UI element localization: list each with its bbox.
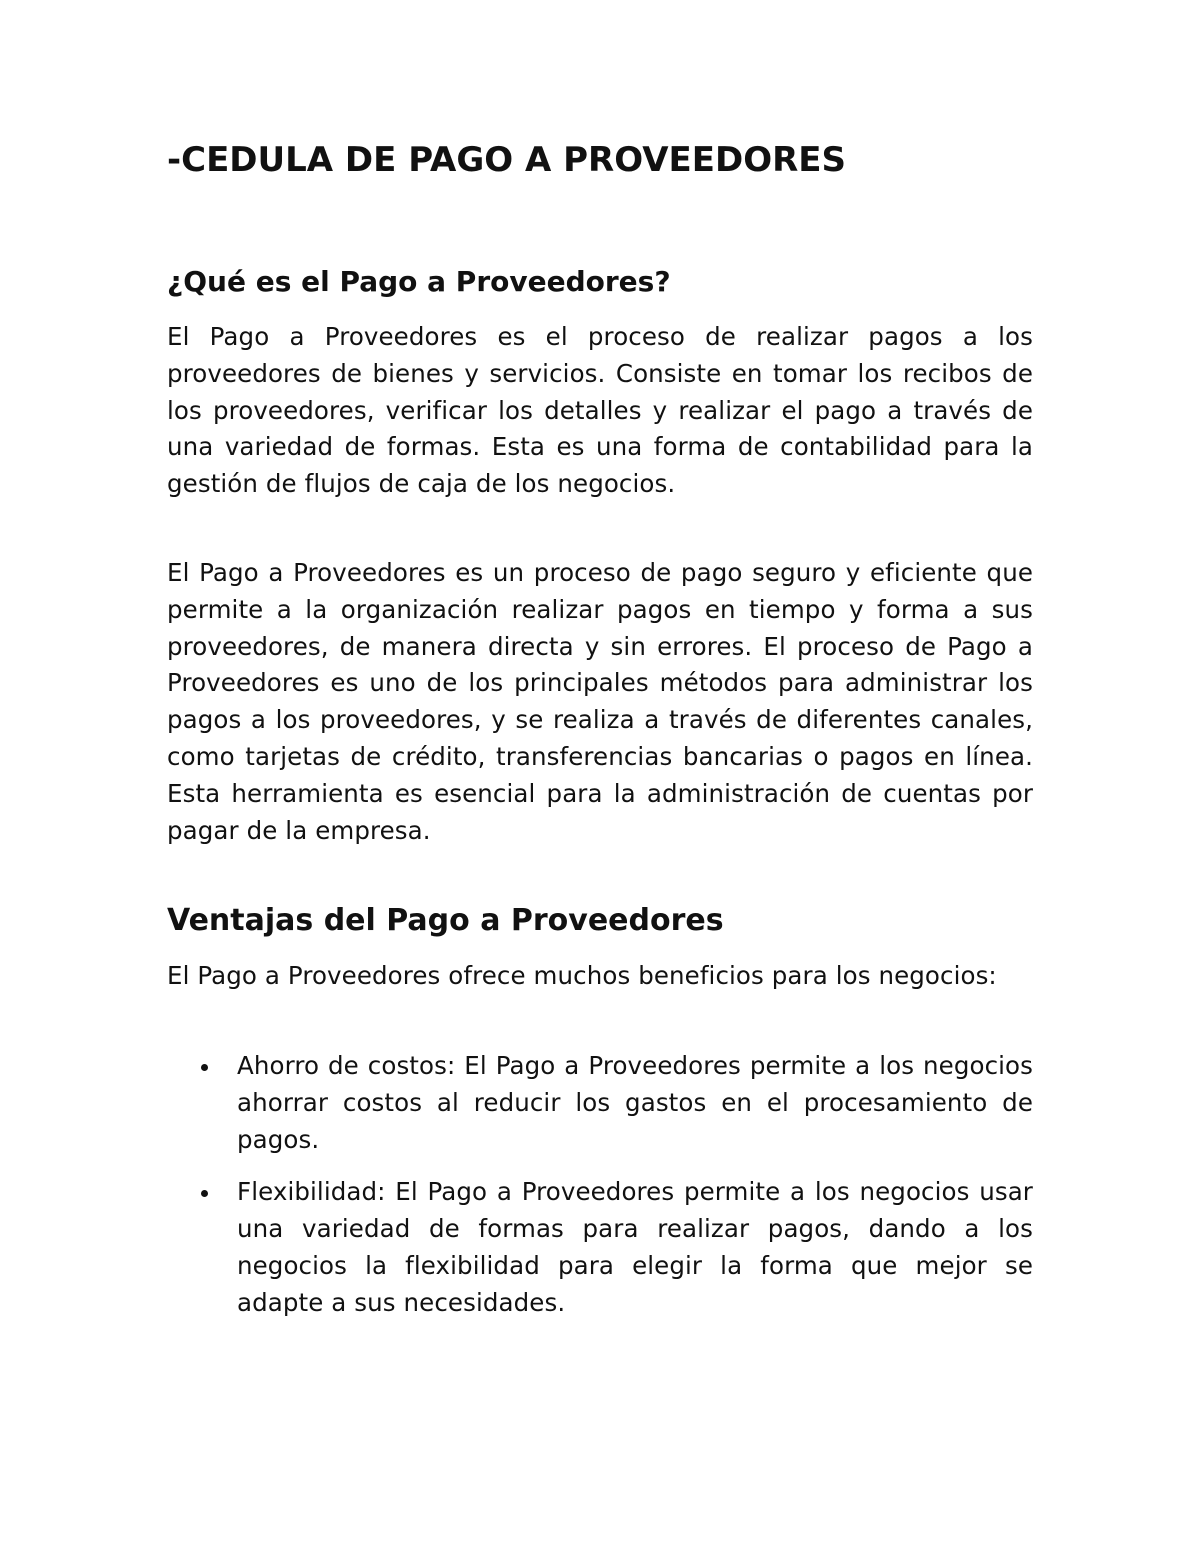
list-item-text: Flexibilidad: El Pago a Proveedores permite a los negocios usar una variedad de formas para realizar pagos, dando a los negocios la flexibilidad para elegir la forma que mejor se adapte a sus necesidades. <box>237 1177 1033 1317</box>
section-heading-que-es: ¿Qué es el Pago a Proveedores? <box>167 265 671 298</box>
list-item <box>167 1174 1033 1321</box>
list-item <box>167 1048 1033 1158</box>
bullet-icon <box>201 1064 208 1071</box>
document-title: -CEDULA DE PAGO A PROVEEDORES <box>167 140 847 180</box>
paragraph-process: El Pago a Proveedores es un proceso de pago seguro y eficiente que permite a la organización realizar pagos en tiempo y forma a sus proveedores, de manera directa y sin errores. El proceso de Pago a Proveedores es uno de los principales métodos para administrar los pagos a los proveedores, y se realiza a través de diferentes canales, como tarjetas de crédito, transferencias bancarias o pagos en línea. Esta herramienta es esencial para la administración de cuentas por pagar de la empresa. <box>167 558 1033 845</box>
list-item-text: Ahorro de costos: El Pago a Proveedores permite a los negocios ahorrar costos al reducir los gastos en el procesamiento de pagos. <box>237 1051 1033 1154</box>
benefits-list <box>167 1048 1033 1338</box>
bullet-icon <box>201 1190 208 1197</box>
section-heading-ventajas: Ventajas del Pago a Proveedores <box>167 903 724 938</box>
paragraph-benefits-intro: El Pago a Proveedores ofrece muchos beneficios para los negocios: <box>167 961 997 990</box>
paragraph-definition: El Pago a Proveedores es el proceso de realizar pagos a los proveedores de bienes y servicios. Consiste en tomar los recibos de los proveedores, verificar los detalles y realizar el pago a través de una variedad de formas. Esta es una forma de contabilidad para la gestión de flujos de caja de los negocios. <box>167 322 1033 499</box>
